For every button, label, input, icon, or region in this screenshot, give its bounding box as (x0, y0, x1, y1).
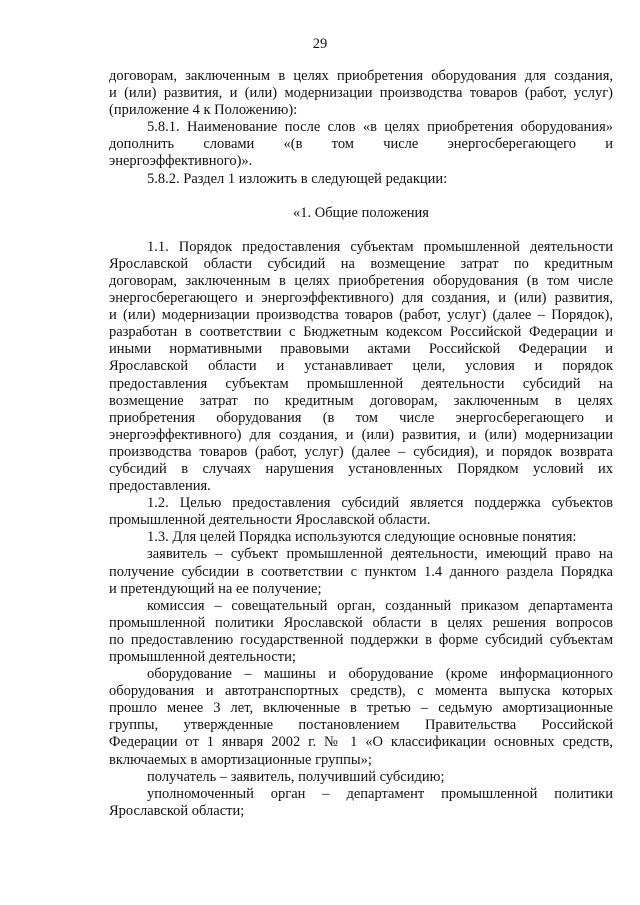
paragraph-line: промышленной деятельности; (109, 649, 296, 665)
paragraph-line: энергоэффективного) для создания, и (или) развития, и (или) модернизации (109, 426, 613, 443)
paragraph-line: возмещение затрат по кредитным договорам, заключенным в целях (109, 392, 613, 409)
paragraph-line: дополнить словами «(в том числе энергосберегающего и (109, 136, 613, 153)
paragraph-line: приобретения оборудования (в том числе энергосберегающего и (109, 409, 613, 426)
paragraph-line: оборудования и автотранспортных средств), с момента выпуска которых (109, 683, 613, 700)
paragraph-line: 1.3. Для целей Порядка используются следующие основные понятия: (147, 529, 577, 546)
paragraph-line: Федерации от 1 января 2002 г. № 1 «О классификации основных средств, (109, 734, 613, 751)
page-number: 29 (312, 36, 328, 52)
paragraph-line: включаемых в амортизационные группы»; (109, 751, 372, 768)
paragraph-line: (приложение 4 к Положению): (109, 102, 298, 119)
paragraph-line: прошло менее 3 лет, включенные в третью – седьмую амортизационные (109, 700, 613, 717)
section-title: «1. Общие положения (293, 204, 429, 221)
paragraph-line: разработан в соответствии с Бюджетным кодексом Российской Федерации и (109, 324, 613, 341)
paragraph-line: 5.8.2. Раздел 1 изложить в следующей редакции: (147, 170, 448, 187)
paragraph-line: промышленной политики Ярославской области в целях решения вопросов (109, 614, 613, 631)
paragraph-line: субсидий в случаях нарушения установленных Порядком условий их (109, 460, 613, 477)
spacer (109, 222, 613, 239)
paragraph-line: оборудование – машины и оборудование (кроме информационного (147, 666, 613, 683)
paragraph-line: комиссия – совещательный орган, созданный приказом департамента (147, 597, 613, 614)
paragraph-line: энергосберегающего и энергоэффективного) для создания, и (или) развития, (109, 290, 613, 307)
paragraph-line: предоставления. (109, 478, 211, 495)
paragraph-line: заявитель – субъект промышленной деятельности, имеющий право на (147, 546, 613, 563)
paragraph-line: уполномоченный орган – департамент промышленной политики (147, 785, 613, 802)
paragraph-line: промышленной деятельности Ярославской области. (109, 512, 431, 529)
paragraph-line: получение субсидии в соответствии с пунктом 1.4 данного раздела Порядка (109, 563, 613, 580)
paragraph-line: и претендующий на ее получение; (109, 580, 322, 597)
paragraph-line: Ярославской области и устанавливает цели, условия и порядок (109, 358, 613, 375)
paragraph-line: энергоэффективного)». (109, 153, 253, 170)
paragraph-line: договорам, заключенным в целях приобретения оборудования для создания, (109, 68, 613, 84)
paragraph-line: предоставления субъектам промышленной деятельности субсидий на (109, 375, 613, 392)
paragraph-line: группы, утвержденные постановлением Правительства Российской (109, 717, 613, 734)
paragraph-line: и (или) модернизации производства товаров (работ, услуг) (далее – Порядок), (109, 307, 613, 324)
spacer (109, 188, 613, 205)
paragraph-line: 1.2. Целью предоставления субсидий является поддержка субъектов (147, 495, 613, 512)
paragraph-line: иными нормативными правовыми актами Российской Федерации и (109, 341, 613, 358)
paragraph-line: и (или) развития, и (или) модернизации производства товаров (работ, услуг) (109, 85, 613, 102)
paragraph-line: 1.1. Порядок предоставления субъектам промышленной деятельности (147, 238, 613, 255)
paragraph-line: по предоставлению государственной поддержки в форме субсидий субъектам (109, 631, 613, 648)
document-body (109, 68, 613, 820)
paragraph-line: Ярославской области субсидий на возмещение затрат по кредитным (109, 255, 613, 272)
paragraph-line: Ярославской области; (109, 802, 245, 819)
paragraph-line: договорам, заключенным в целях приобретения оборудования (в том числе (109, 272, 613, 289)
paragraph-line: получатель – заявитель, получивший субсидию; (147, 768, 445, 785)
paragraph-line: производства товаров (работ, услуг) (далее – субсидия), и порядок возврата (109, 443, 613, 460)
paragraph-line: 5.8.1. Наименование после слов «в целях приобретения оборудования» (147, 119, 613, 136)
